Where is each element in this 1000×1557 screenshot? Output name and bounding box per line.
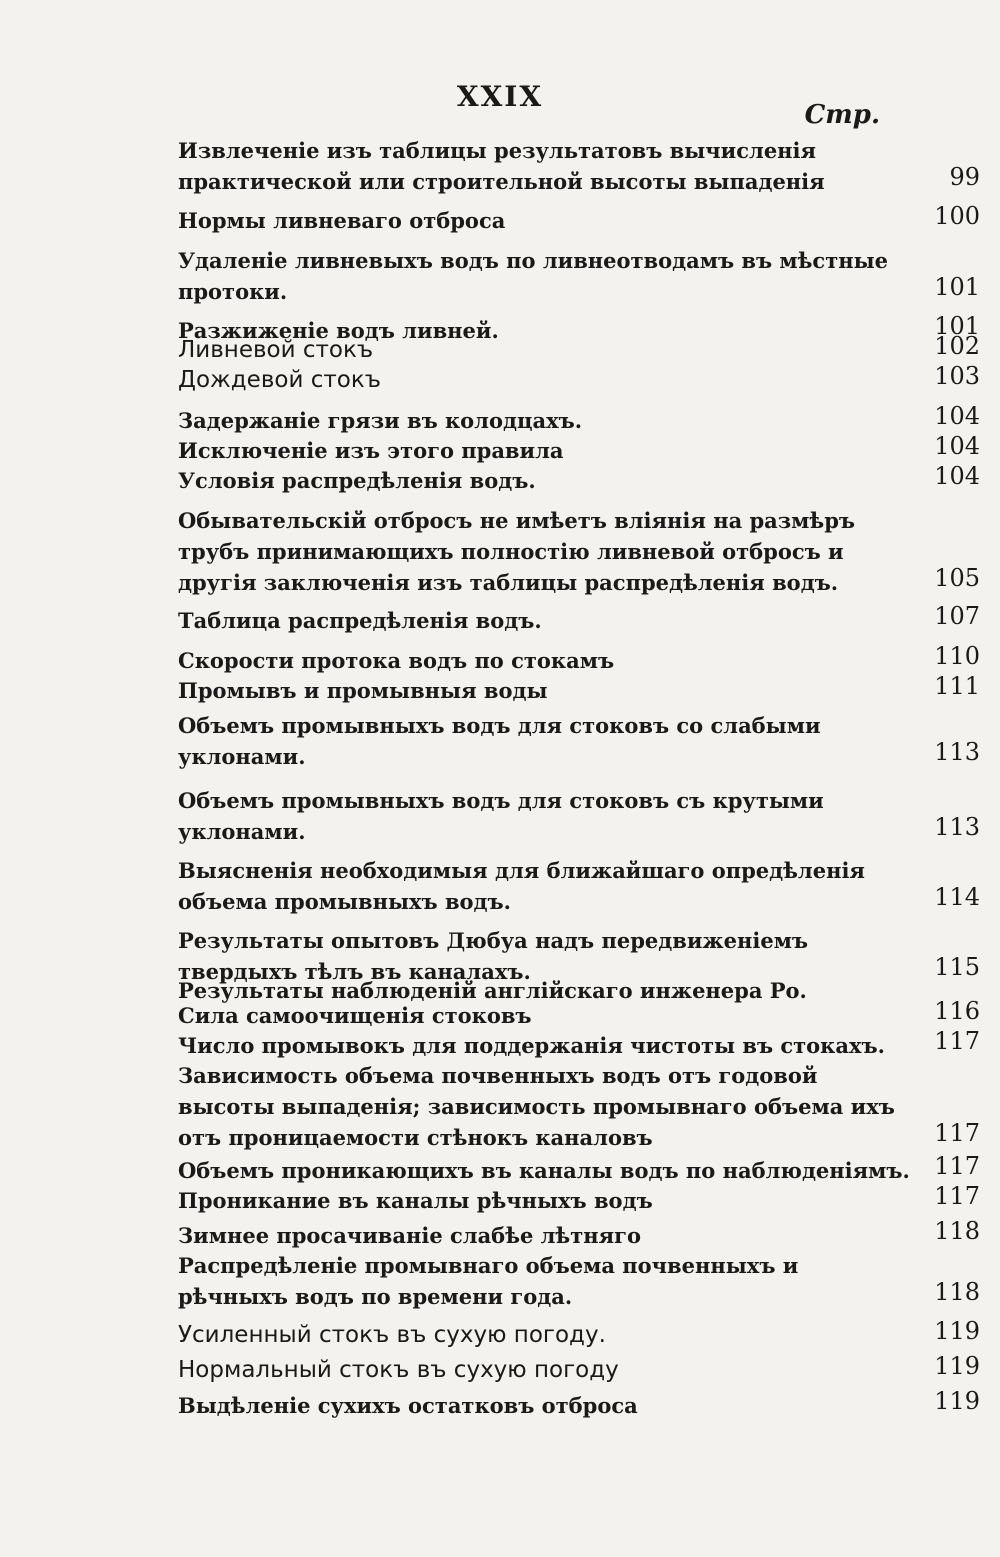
toc-entry	[178, 855, 980, 917]
toc-entry-page: 104	[934, 462, 980, 490]
toc-entry-title: Число промывокъ для поддержанія чистоты въ стокахъ.	[178, 1033, 885, 1058]
toc-entry-page: 116	[934, 997, 980, 1025]
toc-entry	[178, 1182, 980, 1216]
toc-entry-title: Извлеченіе изъ таблицы результатовъ вычисленія практической или строительной высоты выпаденія	[178, 138, 825, 194]
toc-entry-title: Объемъ промывныхъ водъ для стоковъ съ крутыми уклонами.	[178, 788, 824, 844]
toc-entry	[178, 672, 980, 706]
toc-entry-page: 118	[934, 1278, 980, 1306]
toc-entry-page: 102	[934, 332, 980, 360]
toc-entry-title: Результаты опытовъ Дюбуа надъ передвиженіемъ твердыхъ тѣлъ въ каналахъ.	[178, 928, 809, 984]
toc-entry	[178, 1152, 980, 1186]
toc-entry	[178, 245, 980, 307]
toc-entry-title: Выясненія необходимыя для ближайшаго опредѣленія объема промывныхъ водъ.	[178, 858, 865, 914]
toc-entry	[178, 202, 980, 236]
toc-entry-title: Зимнее просачиваніе слабѣе лѣтняго	[178, 1223, 641, 1248]
page-number: XXIX	[456, 80, 544, 113]
toc-entry-title: Зависимость объема почвенныхъ водъ отъ годовой высоты выпаденія; зависимость промывнаго объема ихъ отъ проницаемости стѣнокъ каналовъ	[178, 1063, 895, 1150]
toc-entry-page: 101	[934, 273, 980, 301]
toc-entry-title: Ливневой стокъ	[178, 337, 374, 363]
toc-entry	[178, 642, 980, 676]
toc-entry-title: Удаленіе ливневыхъ водъ по ливнеотводамъ въ мѣстные протоки.	[178, 248, 889, 304]
toc-entry-title: Сила самоочищенія стоковъ	[178, 1003, 532, 1028]
toc-entry-title: Дождевой стокъ	[178, 367, 381, 393]
toc-entry-page: 104	[934, 432, 980, 460]
toc-entry-page: 100	[934, 202, 980, 230]
toc-entry-page: 103	[934, 362, 980, 390]
toc-entry	[178, 135, 980, 197]
toc-entry-page: 104	[934, 402, 980, 430]
toc-entry-title: Результаты наблюденій англійскаго инженера Ро.	[178, 978, 807, 1003]
toc-entry-page: 113	[934, 738, 980, 766]
toc-entry	[178, 1387, 980, 1421]
toc-entry-page: 115	[934, 953, 980, 981]
toc-entry	[178, 710, 980, 772]
toc-entry-page: 119	[934, 1352, 980, 1380]
toc-entry-title: Объемъ проникающихъ въ каналы водъ по наблюденіямъ.	[178, 1158, 910, 1183]
toc-entry	[178, 997, 980, 1031]
toc-entry-title: Проникание въ каналы рѣчныхъ водъ	[178, 1188, 653, 1213]
toc-entry-page: 119	[934, 1317, 980, 1345]
toc-entry	[178, 332, 980, 366]
toc-entry-title: Скорости протока водъ по стокамъ	[178, 648, 615, 673]
toc-entry	[178, 785, 980, 847]
toc-entry-page: 105	[934, 564, 980, 592]
toc-entry-page: 117	[934, 1182, 980, 1210]
toc-entry-page: 114	[934, 883, 980, 911]
toc-entry-page: 119	[934, 1387, 980, 1415]
page-column-label: Стр.	[804, 100, 880, 130]
toc-entry-title: Исключеніе изъ этого правила	[178, 438, 564, 463]
toc-entry-page: 111	[934, 672, 980, 700]
toc-entry	[178, 602, 980, 636]
toc-entry-title: Распредѣленіе промывнаго объема почвенныхъ и рѣчныхъ водъ по времени года.	[178, 1253, 799, 1309]
toc-entry-title: Нормы ливневаго отброса	[178, 208, 506, 233]
toc-entry-page: 101	[934, 312, 980, 340]
toc-entry	[178, 402, 980, 436]
toc-entry	[178, 1250, 980, 1312]
toc-entry-title: Усиленный стокъ въ сухую погоду.	[178, 1322, 606, 1348]
toc-entry	[178, 1317, 980, 1351]
toc-entry	[178, 362, 980, 396]
toc-entry	[178, 1352, 980, 1386]
toc-entry-title: Промывъ и промывныя воды	[178, 678, 548, 703]
toc-entry-title: Объемъ промывныхъ водъ для стоковъ со слабыми уклонами.	[178, 713, 821, 769]
toc-entry	[178, 1060, 980, 1153]
toc-entry-title: Таблица распредѣленія водъ.	[178, 608, 542, 633]
toc-entry-title: Задержаніе грязи въ колодцахъ.	[178, 408, 583, 433]
toc-entry-title: Выдѣленіе сухихъ остатковъ отброса	[178, 1393, 638, 1418]
toc-entry-page: 117	[934, 1152, 980, 1180]
toc-entry-title: Обывательскій отбросъ не имѣетъ вліянія на размѣръ трубъ принимающихъ полностію ливневой отбросъ и другія заключенія изъ таблицы распредѣленія водъ.	[178, 508, 855, 595]
toc-entry-page: 110	[934, 642, 980, 670]
toc-entry-page: 118	[934, 1217, 980, 1245]
toc-entry-page: 107	[934, 602, 980, 630]
toc-entry-page: 117	[934, 1027, 980, 1055]
toc-entry-title: Разжиженіе водъ ливней.	[178, 318, 499, 343]
toc-entry-page: 117	[934, 1119, 980, 1147]
toc-entry-page: 113	[934, 813, 980, 841]
toc-entry	[178, 462, 980, 496]
toc-entry-page: 99	[949, 163, 980, 191]
toc-entry	[178, 1217, 980, 1251]
toc-entry	[178, 505, 980, 598]
toc-entry	[178, 432, 980, 466]
toc-entry-title: Условія распредѣленія водъ.	[178, 468, 536, 493]
toc-entry	[178, 1027, 980, 1061]
toc-entry-title: Нормальный стокъ въ сухую погоду	[178, 1357, 619, 1383]
